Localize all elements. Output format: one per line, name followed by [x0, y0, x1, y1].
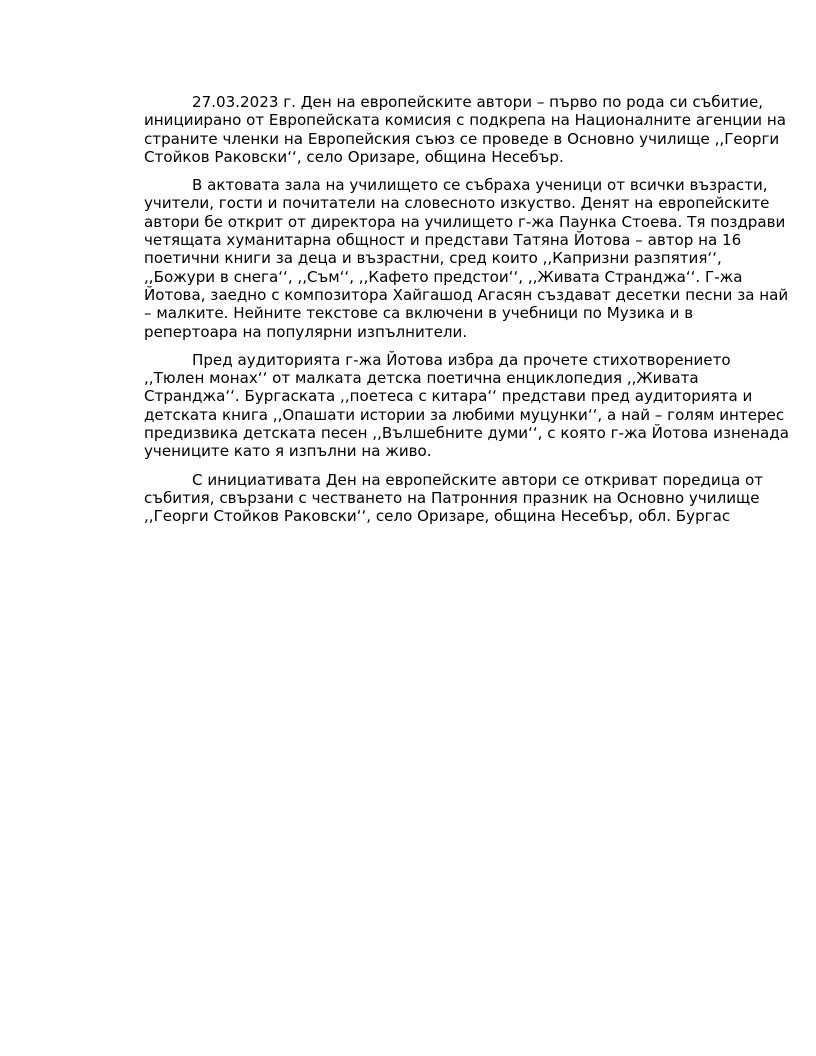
text-line: инициирано от Европейската комисия с подкрепа на Националните агенции на: [144, 111, 787, 130]
text-line: страните членки на Европейския съюз се проведе в Основно училище ,,Георги: [144, 129, 780, 148]
text-line: учениците като я изпълни на живо.: [144, 442, 432, 461]
text-line: ,,Георги Стойков Раковски‘‘, село Оризаре, община Несебър, обл. Бургас: [144, 507, 731, 526]
text-line: Странджа‘‘. Бургаската ,,поетеса с китара‘‘ представи пред аудиторията и: [144, 387, 753, 406]
text-line: С инициативата Ден на европейските автори се откриват поредица от: [192, 470, 764, 489]
text-line: – малките. Нейните текстове са включени в учебници по Музика и в: [144, 304, 694, 323]
text-line: четящата хуманитарна общност и представи Татяна Йотова – автор на 16: [144, 231, 742, 250]
document-body: [96, 93, 789, 536]
paragraph-reading: [96, 350, 789, 461]
text-line: В актовата зала на училището се събраха ученици от всички възрасти,: [192, 176, 768, 195]
text-line: учители, гости и почитатели на словесното изкуство. Денят на европейските: [144, 194, 770, 213]
text-line: Пред аудиторията г-жа Йотова избра да прочете стихотворението: [192, 350, 731, 369]
text-line: автори бе открит от директора на училището г-жа Паунка Стоева. Тя поздрави: [144, 212, 786, 231]
text-line: детската книга ,,Опашати истории за любими муцунки‘‘, а най – голям интерес: [144, 405, 785, 424]
text-line: ,,Божури в снега‘‘, ,,Съм‘‘, ,,Кафето предстои‘‘, ,,Живата Странджа‘‘. Г-жа: [144, 267, 743, 286]
text-line: 27.03.2023 г. Ден на европейските автори – първо по рода си събитие,: [192, 93, 764, 111]
text-line: Йотова, заедно с композитора Хайгашод Агасян създават десетки песни за най: [144, 285, 789, 304]
text-line: Стойков Раковски‘‘, село Оризаре, община Несебър.: [144, 147, 564, 166]
paragraph-assembly-hall: [96, 176, 789, 341]
text-line: репертоара на популярни изпълнители.: [144, 322, 468, 341]
paragraph-conclusion: [96, 470, 764, 526]
text-line: събития, свързани с честването на Патронния празник на Основно училище: [144, 488, 760, 507]
paragraph-event-intro: [96, 93, 787, 166]
text-line: предизвика детската песен ,,Вълшебните думи‘‘, с която г-жа Йотова изненада: [144, 424, 789, 443]
text-line: ,,Тюлен монах‘‘ от малката детска поетична енциклопедия ,,Живата: [144, 369, 699, 388]
text-line: поетични книги за деца и възрастни, сред които ,,Капризни разпятия‘‘,: [144, 249, 722, 268]
